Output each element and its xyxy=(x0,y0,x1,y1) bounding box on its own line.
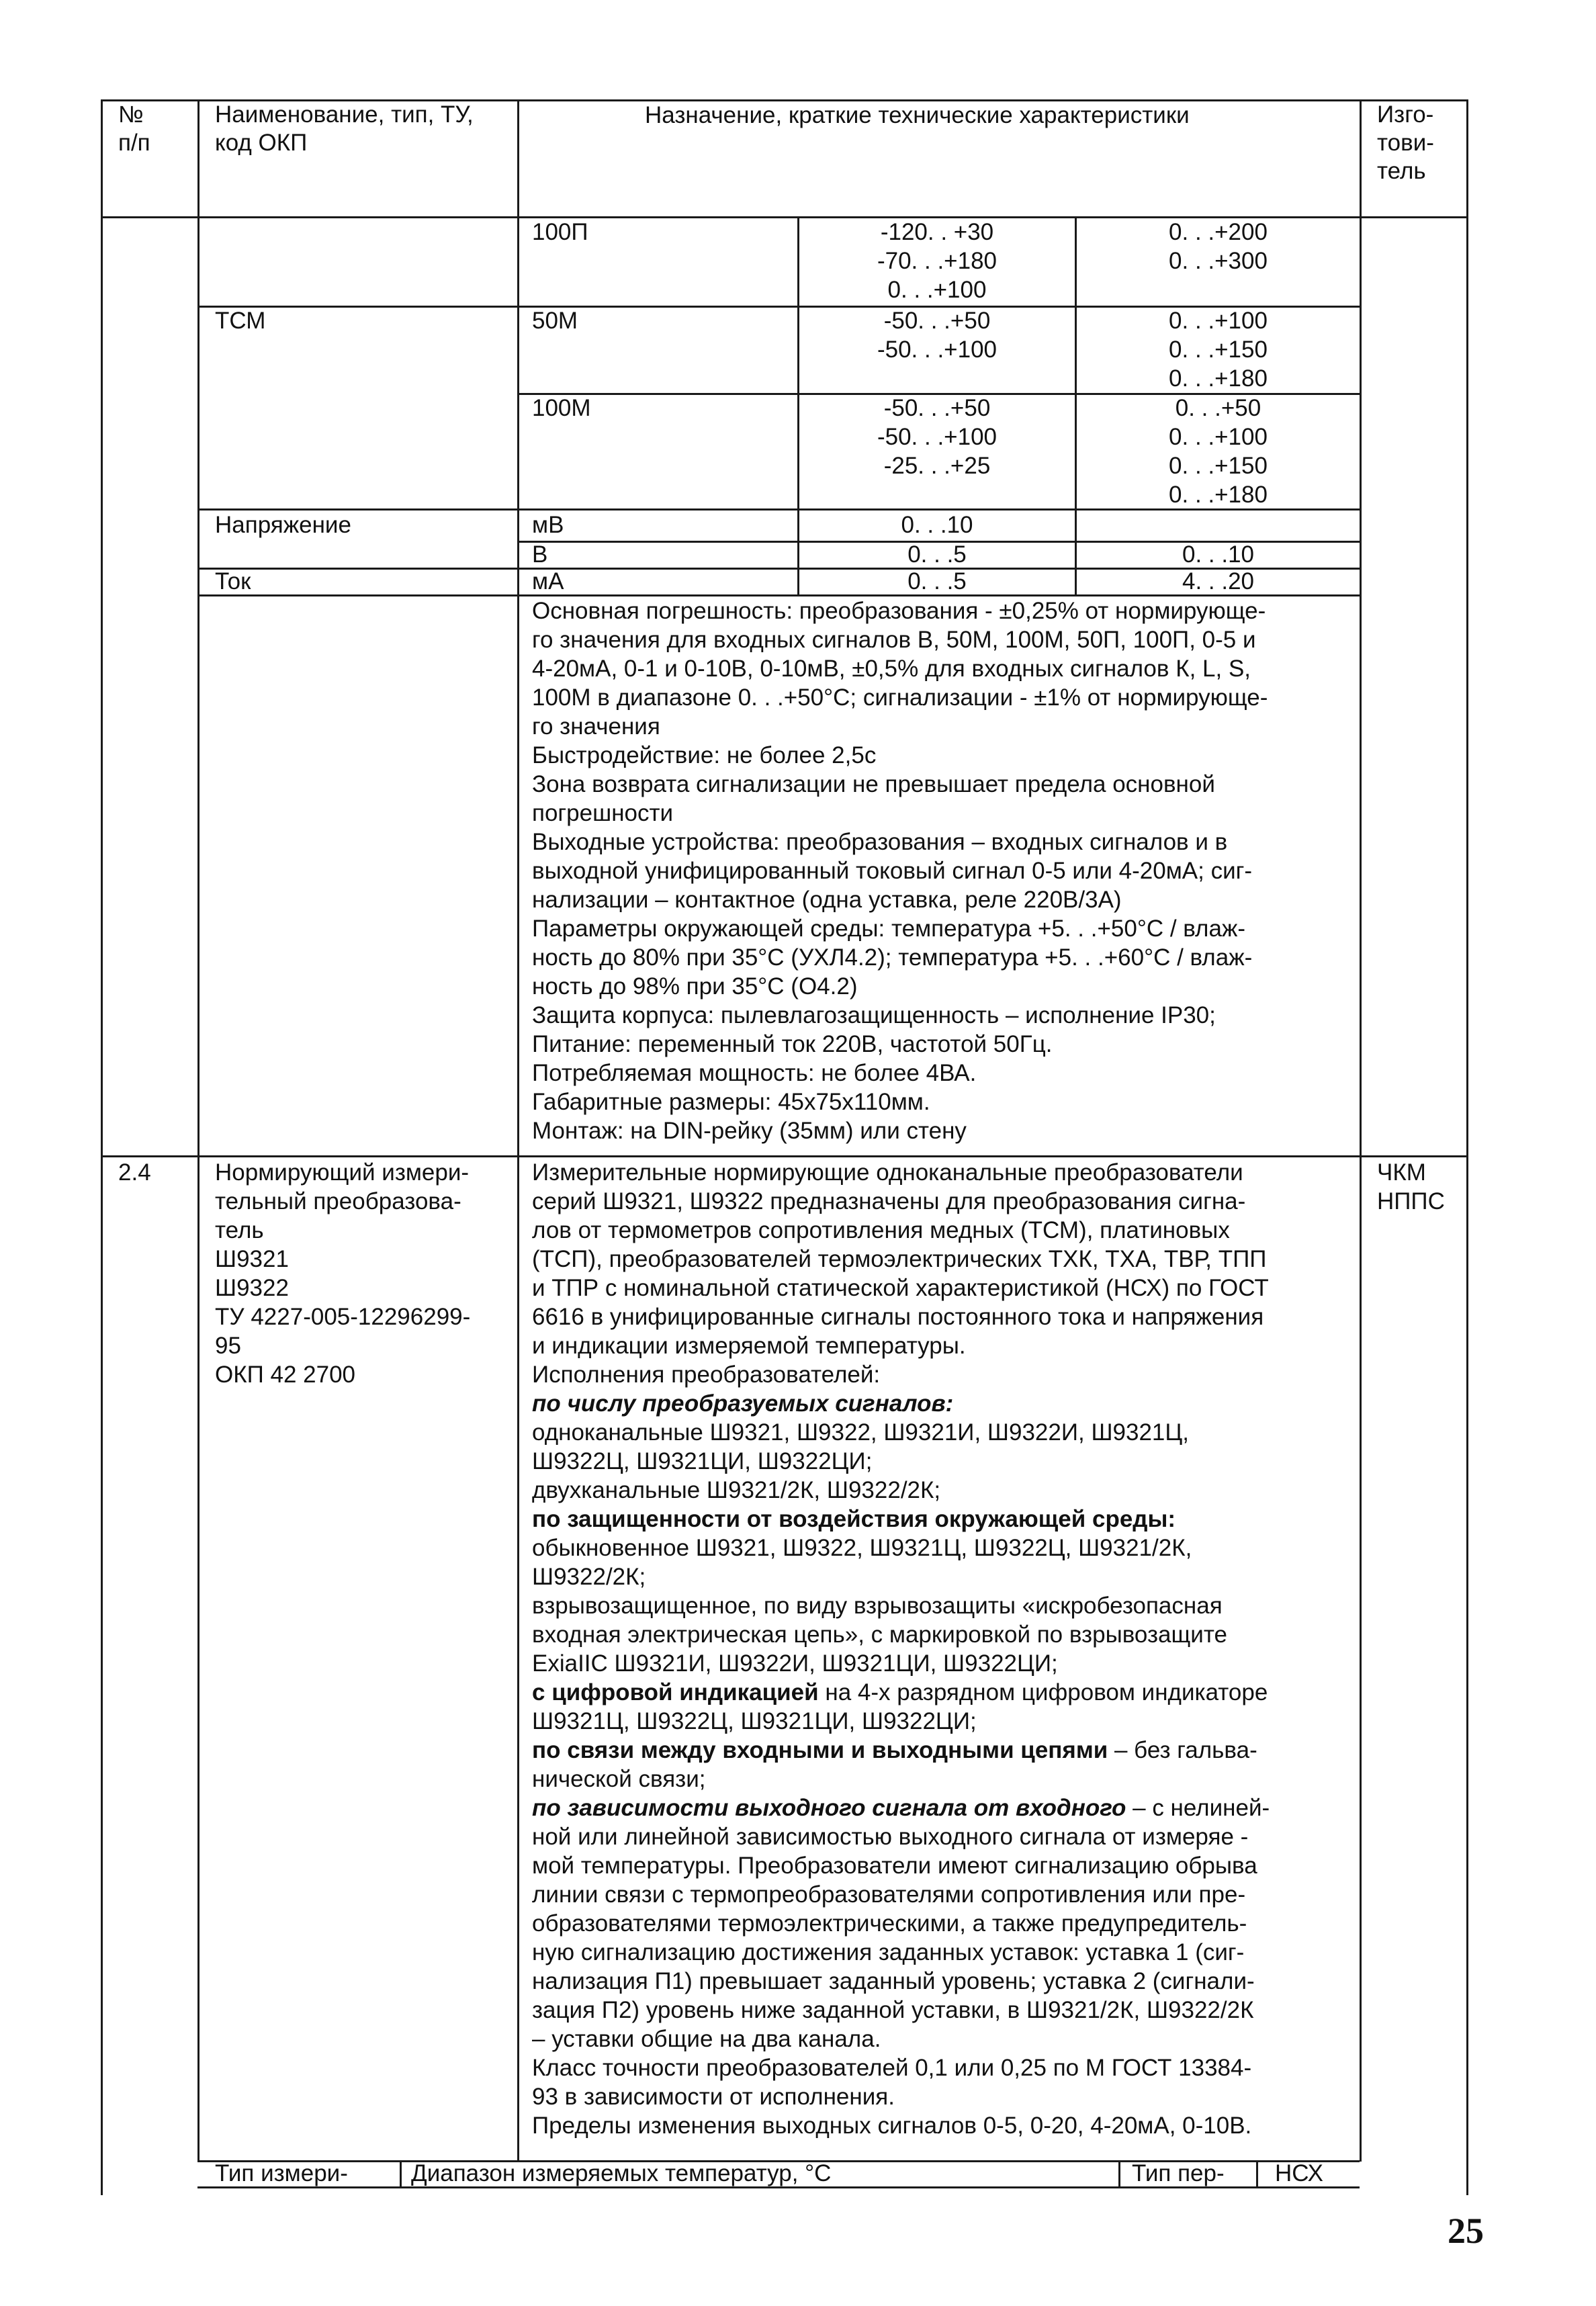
col-line-purpose xyxy=(1360,99,1362,216)
item-2-4-name: Нормирующий измери- тельный преобразова- тель Ш9321 Ш9322 ТУ 4227-005-12296299- 95 ОКП 42 2700 xyxy=(215,1159,471,1388)
col-line-name xyxy=(517,99,519,2162)
header-num: № п/п xyxy=(118,101,150,156)
label-tcm: ТСМ xyxy=(215,308,266,334)
range-100m-b: 0. . .+50 0. . .+100 0. . .+150 0. . .+180 xyxy=(1169,395,1268,508)
range-50m-b: 0. . .+100 0. . .+150 0. . .+180 xyxy=(1169,308,1268,392)
unit-mv: мВ xyxy=(532,512,564,538)
col-line-purpose-2 xyxy=(1360,216,1362,1157)
nsh-50m: 50М xyxy=(532,308,578,334)
nsh-100m: 100М xyxy=(532,395,591,421)
range-ma-a: 0. . .5 xyxy=(907,568,967,594)
footer-type2: Тип пер- xyxy=(1132,2160,1225,2186)
unit-v: В xyxy=(532,541,548,568)
header-maker: Изго- тови- тель xyxy=(1377,101,1434,184)
footer-nsh: НСХ xyxy=(1275,2160,1323,2186)
unit-ma: мА xyxy=(532,568,564,594)
item-2-4-num: 2.4 xyxy=(118,1159,151,1186)
range-v-b: 0. . .10 xyxy=(1182,541,1255,568)
range-100p-a: -120. . +30 -70. . .+180 0. . .+100 xyxy=(877,219,998,303)
footer-range: Диапазон измеряемых температур, °С xyxy=(411,2160,832,2186)
item-2-4-description: Измерительные нормирующие одноканальные преобразователи серий Ш9321, Ш9322 предназначены для преобразования сигна- лов от термометров сопротивления медных (ТСМ), платиновых (ТСП), преобразователей термоэлектрических ТХК, ТХА, ТВР, ТПП и ТПР с номинальной статической характеристикой (НСХ) по ГОСТ 6616 в унифицированные сигналы постоянного тока и напряжения и индикации измеряемой температуры. Исполнения преобразователей: по числу преобразуемых сигналов: одноканальные Ш9321, Ш9322, Ш9321И, Ш9322И, Ш9321Ц, Ш9322Ц, Ш9321ЦИ, Ш9322ЦИ; двухканальные Ш9321/2К, Ш9322/2К; по защищенности от воздействия окружающей среды: обыкновенное Ш9321, Ш9322, Ш9321Ц, Ш9322Ц, Ш9321/2К, Ш9322/2К; взрывозащищенное, по виду взрывозащиты «искробезопасная входная электрическая цепь», с маркировкой по взрывозащите ExiaIIC Ш9321И, Ш9322И, Ш9321ЦИ, Ш9322ЦИ; с цифровой индикацией на 4-х разрядном цифровом индикаторе Ш9321Ц, Ш9322Ц, Ш9321ЦИ, Ш9322ЦИ; по связи между входными и выходными цепями – без гальва- нической связи; по зависимости выходного сигнала от входного – с нелиней- ной или линейной зависимостью выходного сигнала от измеряе - мой температуры. Преобразователи имеют сигнализацию обрыва линии связи с термопреобразователями сопротивления или пре- образователями термоэлектрическими, а также предупредитель- ную сигнализацию достижения заданных уставок: уставка 1 (сиг- нализация П1) превышает заданный уровень; уставка 2 (сигнали- зация П2) уровень ниже заданной уставки, в Ш9321/2К, Ш9322/2К – уставки общие на два канала. Класс точности преобразователей 0,1 или 0,25 по М ГОСТ 13384- 93 в зависимости от исполнения. Пределы изменения выходных сигналов 0-5, 0-20, 4-20мА, 0-10В. xyxy=(532,1159,1270,2139)
col-line-num xyxy=(197,99,200,2162)
col-line-purpose-3 xyxy=(1360,1157,1362,2162)
label-voltage: Напряжение xyxy=(215,512,351,538)
header-purpose: Назначение, краткие технические характеристики xyxy=(645,102,1190,128)
range-ma-b: 4. . .20 xyxy=(1182,568,1255,594)
specs-text: Основная погрешность: преобразования - ±0,25% от нормирующе- го значения для входных сигналов В, 50М, 100М, 50П, 100П, 0-5 и 4-20мА, 0-1 и 0-10В, 0-10мВ, ±0,5% для входных сигналов К, L, S, 100М в диапазоне 0. . .+50°С; сигнализации - ±1% от нормирующе- го значения Быстродействие: не более 2,5с Зона возврата сигнализации не превышает предела основной погрешности Выходные устройства: преобразования – входных сигналов и в выходной унифицированный токовый сигнал 0-5 или 4-20мА; сиг- нализации – контактное (одна уставка, реле 220В/3А) Параметры окружающей среды: температура +5. . .+50°С / влаж- ность до 80% при 35°С (УХЛ4.2); температура +5. . .+60°С / влаж- ность до 98% при 35°С (О4.2) Защита корпуса: пылевлагозащищенность – исполнение IP30; Питание: переменный ток 220В, частотой 50Гц. Потребляемая мощность: не более 4ВА. Габаритные размеры: 45х75х110мм. Монтаж: на DIN-рейку (35мм) или стену xyxy=(532,598,1268,1144)
range-100m-a: -50. . .+50 -50. . .+100 -25. . .+25 xyxy=(877,395,998,479)
nsh-100p: 100П xyxy=(532,219,588,245)
range-50m-a: -50. . .+50 -50. . .+100 xyxy=(877,308,998,363)
footer-col-3 xyxy=(1256,2160,1258,2187)
range-mv-a: 0. . .10 xyxy=(901,512,973,538)
footer-col-1 xyxy=(400,2160,402,2187)
page-number: 25 xyxy=(1448,2211,1484,2251)
footer-col-2 xyxy=(1118,2160,1120,2187)
item-2-4-maker: ЧКМ НППС xyxy=(1377,1159,1445,1214)
row-2-4-top xyxy=(101,1155,1468,1157)
range-v-a: 0. . .5 xyxy=(907,541,967,568)
table-border-left xyxy=(101,99,103,2195)
range-100p-b: 0. . .+200 0. . .+300 xyxy=(1169,219,1268,274)
header-name: Наименование, тип, ТУ, код ОКП xyxy=(215,101,474,156)
footer-type: Тип измери- xyxy=(215,2160,348,2186)
table-border-right xyxy=(1466,99,1468,2195)
label-current: Ток xyxy=(215,568,251,594)
